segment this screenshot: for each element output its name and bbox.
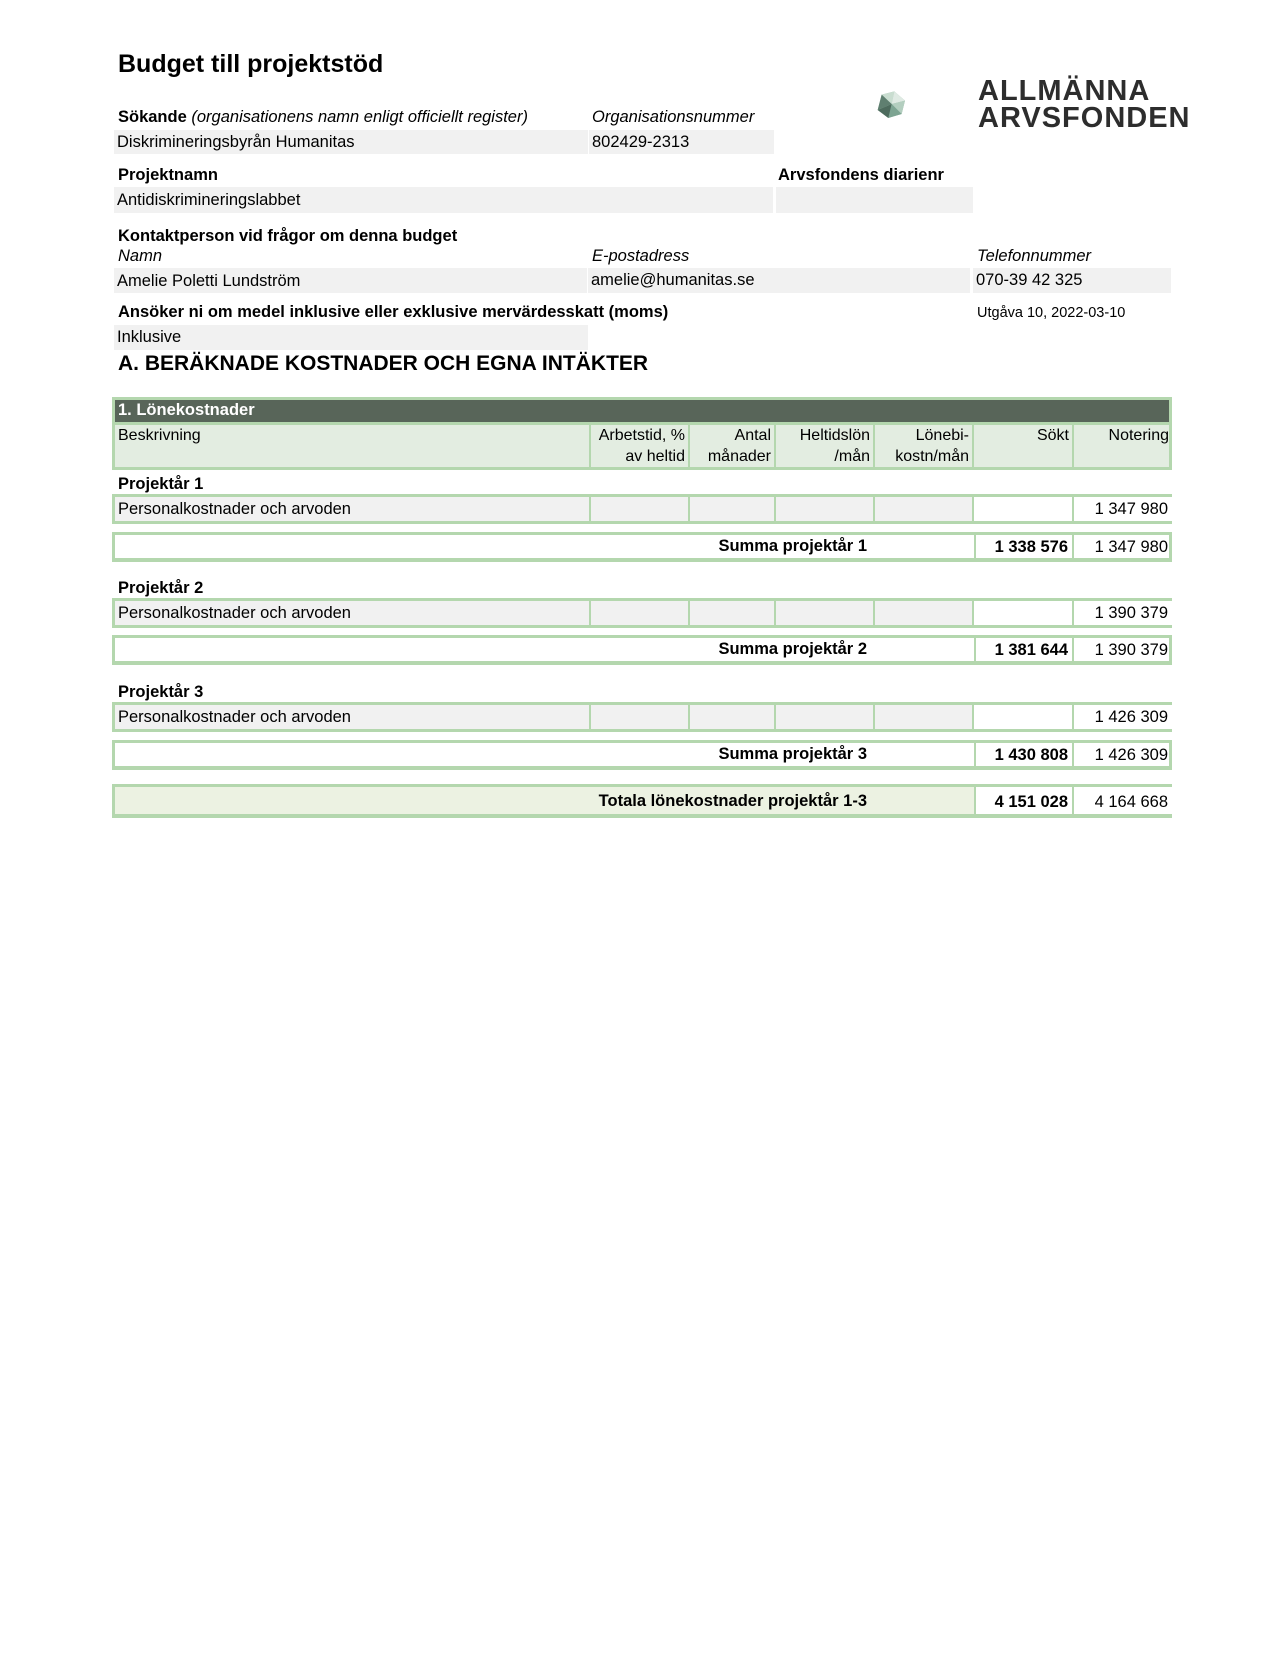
orgnr-label: Organisationsnummer (592, 108, 755, 126)
applicant-label: Sökande (organisationens namn enligt officiellt register) (118, 108, 528, 126)
arvsfonden-logo-icon (875, 62, 975, 148)
project-name-field[interactable]: Antidiskrimineringslabbet (114, 187, 773, 213)
sum-row-year-2 (112, 635, 1172, 665)
row-description[interactable]: Personalkostnader och arvoden (115, 705, 591, 729)
contact-name-field[interactable]: Amelie Poletti Lundström (114, 268, 587, 293)
contact-phone-field[interactable]: 070-39 42 325 (973, 268, 1171, 293)
table-title: 1. Lönekostnader (118, 401, 255, 419)
row-heltidslon[interactable] (776, 601, 875, 625)
sum-sokt: 1 338 576 (974, 535, 1074, 558)
total-label: Totala lönekostnader projektår 1-3 (598, 792, 867, 810)
row-description[interactable]: Personalkostnader och arvoden (115, 497, 591, 521)
section-title: A. BERÄKNADE KOSTNADER OCH EGNA INTÄKTER (118, 352, 649, 375)
contact-email-label: E-postadress (592, 247, 690, 265)
diarienr-field[interactable] (776, 187, 973, 213)
row-sokt[interactable] (974, 601, 1074, 625)
edition-label: Utgåva 10, 2022-03-10 (977, 305, 1126, 321)
sum-row-year-3 (112, 740, 1172, 770)
col-heltidslon: Heltidslön /mån (776, 425, 875, 467)
table-header-row (112, 425, 1172, 470)
diarienr-label: Arvsfondens diarienr (778, 166, 944, 184)
col-arbetstid: Arbetstid, % av heltid (591, 425, 690, 467)
row-arbetstid[interactable] (591, 601, 690, 625)
col-notering: Notering (1108, 427, 1169, 444)
contact-name-label: Namn (118, 247, 163, 265)
project-name-label: Projektnamn (118, 166, 218, 184)
contact-heading: Kontaktperson vid frågor om denna budget (118, 227, 458, 245)
total-sokt: 4 151 028 (974, 787, 1074, 814)
row-lonebi[interactable] (875, 705, 974, 729)
row-antal[interactable] (690, 497, 776, 521)
row-heltidslon[interactable] (776, 705, 875, 729)
table-row (112, 494, 1172, 524)
logo-wordmark: ALLMÄNNA ARVSFONDEN (978, 75, 1191, 134)
table-row (112, 702, 1172, 732)
row-notering[interactable]: 1 426 309 (1074, 705, 1172, 729)
col-lonebi: Lönebi- kostn/mån (875, 425, 974, 467)
col-sokt: Sökt (974, 425, 1074, 467)
row-sokt[interactable] (974, 497, 1074, 521)
vat-field[interactable]: Inklusive (114, 325, 588, 350)
sum-label: Summa projektår 3 (718, 745, 867, 763)
sum-label: Summa projektår 2 (718, 640, 867, 658)
year-2-label: Projektår 2 (118, 579, 204, 597)
row-notering[interactable]: 1 347 980 (1074, 497, 1172, 521)
total-row (112, 784, 1172, 818)
table-row (112, 598, 1172, 628)
row-sokt[interactable] (974, 705, 1074, 729)
row-lonebi[interactable] (875, 497, 974, 521)
row-antal[interactable] (690, 601, 776, 625)
year-3-label: Projektår 3 (118, 683, 204, 701)
col-beskrivning: Beskrivning (115, 425, 591, 467)
page-title: Budget till projektstöd (118, 50, 384, 78)
sum-row-year-1 (112, 532, 1172, 562)
contact-email-field[interactable]: amelie@humanitas.se (588, 268, 970, 293)
row-description[interactable]: Personalkostnader och arvoden (115, 601, 591, 625)
table-title-bar (112, 397, 1172, 425)
col-antal: Antal månader (690, 425, 776, 467)
row-heltidslon[interactable] (776, 497, 875, 521)
sum-sokt: 1 430 808 (974, 743, 1074, 766)
sum-label: Summa projektår 1 (718, 537, 867, 555)
sum-sokt: 1 381 644 (974, 638, 1074, 661)
row-notering[interactable]: 1 390 379 (1074, 601, 1172, 625)
row-arbetstid[interactable] (591, 705, 690, 729)
sum-notering: 1 347 980 (1094, 538, 1168, 556)
orgnr-field[interactable]: 802429-2313 (589, 130, 774, 154)
year-1-label: Projektår 1 (118, 475, 204, 493)
total-notering: 4 164 668 (1074, 787, 1172, 814)
row-arbetstid[interactable] (591, 497, 690, 521)
applicant-field[interactable]: Diskrimineringsbyrån Humanitas (114, 130, 588, 154)
row-antal[interactable] (690, 705, 776, 729)
contact-phone-label: Telefonnummer (977, 247, 1092, 265)
vat-question: Ansöker ni om medel inklusive eller exklusive mervärdesskatt (moms) (118, 303, 669, 321)
sum-notering: 1 390 379 (1094, 641, 1168, 659)
sum-notering: 1 426 309 (1094, 746, 1168, 764)
row-lonebi[interactable] (875, 601, 974, 625)
